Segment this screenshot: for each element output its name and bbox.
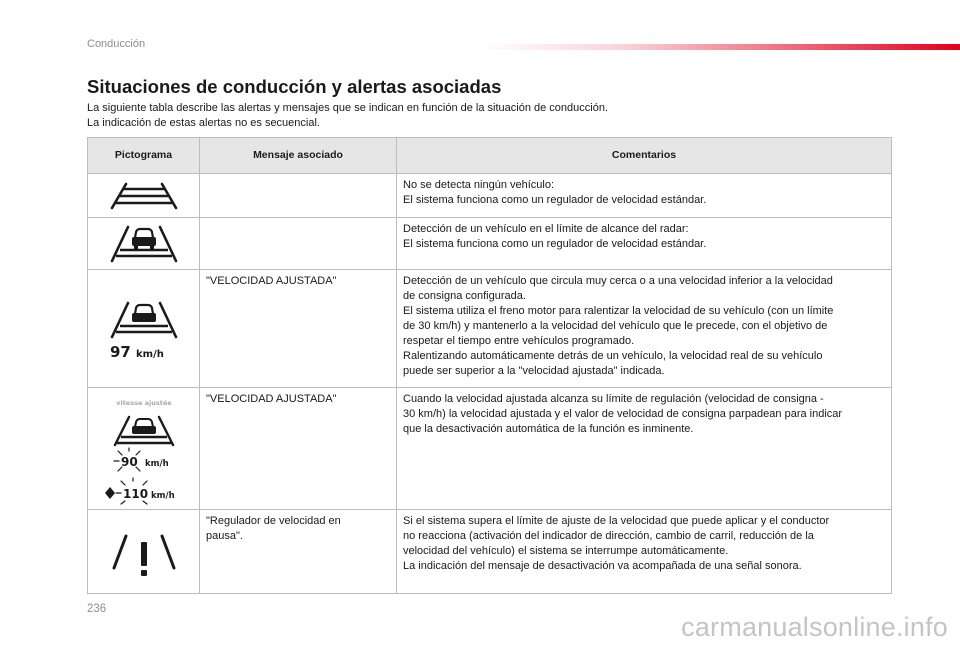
- message-cell: [200, 218, 397, 270]
- comment-line: velocidad del vehículo) el sistema se interrumpe automáticamente.: [403, 545, 729, 557]
- comment-line: Detección de un vehículo que circula muy cerca o a una velocidad inferior a la velocidad: [403, 275, 833, 287]
- table-header-row: [88, 138, 892, 174]
- comment-line: El sistema funciona como un regulador de velocidad estándar.: [403, 238, 707, 250]
- page-title: Situaciones de conducción y alertas asociadas: [87, 76, 502, 97]
- icon-speed-value: 97: [109, 342, 131, 361]
- alert-message: "VELOCIDAD AJUSTADA": [206, 393, 337, 405]
- icon-speed-value-b: 110: [122, 486, 148, 501]
- header-accent-bar: [480, 44, 960, 50]
- pictogram-cell: [88, 388, 200, 510]
- icon-caption: vitesse ajustée: [115, 398, 172, 407]
- regulator-paused-warning-icon: [104, 524, 184, 580]
- regulator-icon: [105, 487, 115, 499]
- comment-line: no reacciona (activación del indicador de dirección, cambio de carril, reducción de la: [403, 530, 814, 542]
- intro-line: La siguiente tabla describe las alertas y mensajes que se indican en función de la situación de conducción.: [87, 102, 608, 114]
- icon-speed-unit: km/h: [135, 348, 164, 360]
- comment-line: Ralentizando automáticamente detrás de un vehículo, la velocidad real de su vehículo: [403, 350, 823, 362]
- pictogram-cell: [88, 218, 200, 270]
- comment-line: Detección de un vehículo en el límite de alcance del radar:: [403, 223, 689, 235]
- comment-line: 30 km/h) la velocidad ajustada y el valor de velocidad de consigna parpadean para indicar: [403, 408, 843, 420]
- pictogram-cell: [88, 174, 200, 218]
- message-cell: [200, 270, 397, 388]
- speed-setting-flashing-icon: [99, 393, 189, 505]
- comments-cell: [397, 218, 892, 270]
- table-row: [88, 270, 892, 388]
- comments-cell: [397, 510, 892, 594]
- table-row: [88, 388, 892, 510]
- comment-line: El sistema utiliza el freno motor para ralentizar la velocidad de su vehículo (con un límite: [403, 305, 834, 317]
- lane-vehicle-detected-icon: [104, 224, 184, 264]
- column-header-message: Mensaje asociado: [200, 138, 397, 174]
- message-cell: [200, 510, 397, 594]
- lane-vehicle-speed-icon: [104, 297, 184, 361]
- comment-line: Cuando la velocidad ajustada alcanza su límite de regulación (velocidad de consigna -: [403, 393, 824, 405]
- comment-line: El sistema funciona como un regulador de velocidad estándar.: [403, 194, 707, 206]
- icon-speed-unit-b: km/h: [150, 490, 175, 501]
- intro-text: [87, 101, 887, 131]
- alert-message: "VELOCIDAD AJUSTADA": [206, 275, 337, 287]
- section-label: Conducción: [87, 38, 146, 50]
- pictogram-cell: [88, 510, 200, 594]
- watermark: carmanualsonline.info: [681, 612, 948, 642]
- table-row: [88, 218, 892, 270]
- message-cell: [200, 388, 397, 510]
- message-cell: [200, 174, 397, 218]
- comment-line: puede ser superior a la "velocidad ajustada" indicada.: [403, 365, 665, 377]
- table-row: [88, 174, 892, 218]
- table-row: [88, 510, 892, 594]
- icon-speed-value-a: 90: [120, 454, 138, 469]
- pictogram-cell: [88, 270, 200, 388]
- alert-message: pausa".: [206, 530, 243, 542]
- comment-line: de 30 km/h) y mantenerlo a la velocidad del vehículo que le precede, con el objetivo de: [403, 320, 828, 332]
- comments-cell: [397, 388, 892, 510]
- alerts-table: [87, 137, 892, 594]
- comment-line: que la desactivación automática de la función es inminente.: [403, 423, 694, 435]
- comment-line: La indicación del mensaje de desactivación va acompañada de una señal sonora.: [403, 560, 802, 572]
- column-header-comments: Comentarios: [397, 138, 892, 174]
- comments-cell: [397, 270, 892, 388]
- column-header-pictogram: Pictograma: [88, 138, 200, 174]
- intro-line: La indicación de estas alertas no es secuencial.: [87, 117, 320, 129]
- comment-line: Si el sistema supera el límite de ajuste de la velocidad que puede aplicar y el conductor: [403, 515, 830, 527]
- comment-line: respetar el tiempo entre vehículos programado.: [403, 335, 635, 347]
- page-number: 236: [87, 603, 107, 615]
- comment-line: No se detecta ningún vehículo:: [403, 179, 555, 191]
- comment-line: de consigna configurada.: [403, 290, 526, 302]
- alert-message: "Regulador de velocidad en: [206, 515, 341, 527]
- lane-no-vehicle-icon: [104, 181, 184, 211]
- comments-cell: [397, 174, 892, 218]
- icon-speed-unit-a: km/h: [144, 458, 169, 469]
